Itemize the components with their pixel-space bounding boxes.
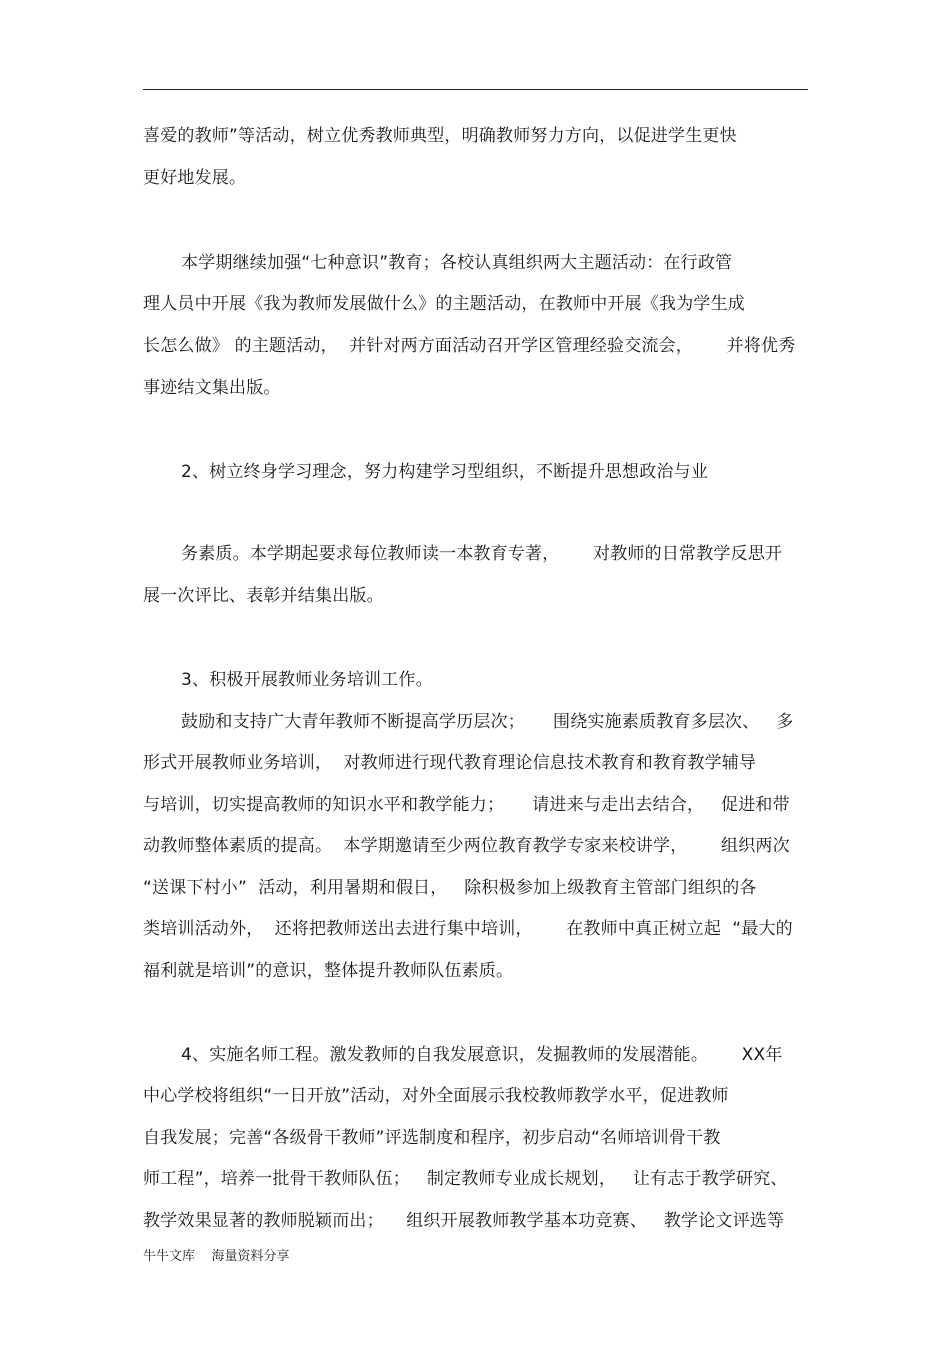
text-line: 教学效果显著的教师脱颖而出； 组织开展教师教学基本功竞赛、 教学论文评选等 — [143, 1211, 785, 1231]
text-line: 更好地发展。 — [143, 168, 247, 188]
text-line: 动教师整体素质的提高。 本学期邀请至少两位教育教学专家来校讲学， 组织两次 — [143, 836, 790, 856]
text-line: 类培训活动外， 还将把教师送出去进行集中培训， 在教师中真正树立起 “最大的 — [143, 919, 793, 939]
text-line: 福利就是培训”的意识，整体提升教师队伍素质。 — [143, 961, 514, 981]
text-line: 师工程”，培养一批骨干教师队伍； 制定教师专业成长规划， 让有志于教学研究、 — [143, 1169, 788, 1189]
text-line: 理人员中开展《我为教师发展做什么》的主题活动，在教师中开展《我为学生成 — [143, 294, 745, 314]
text-line: 事迹结文集出版。 — [143, 378, 281, 398]
text-line: 展一次评比、表彰并结集出版。 — [143, 586, 384, 606]
text-line: 长怎么做》 的主题活动， 并针对两方面活动召开学区管理经验交流会， 并将优秀 — [143, 336, 796, 356]
text-line: 形式开展教师业务培训， 对教师进行现代教育理论信息技术教育和教育教学辅导 — [143, 753, 757, 773]
text-line: 自我发展；完善“各级骨干教师”评选制度和程序，初步启动“名师培训骨干教 — [143, 1128, 721, 1148]
header-rule — [143, 89, 808, 90]
text-line: 本学期继续加强“七种意识”教育；各校认真组织两大主题活动：在行政管 — [181, 253, 733, 273]
text-line: 与培训，切实提高教师的知识水平和教学能力； 请进来与走出去结合， 促进和带 — [143, 795, 790, 815]
page-footer: 牛牛文库 海量资料分享 — [143, 1249, 290, 1264]
text-line: 喜爱的教师”等活动，树立优秀教师典型，明确教师努力方向，以促进学生更快 — [143, 126, 737, 146]
section-heading: 2、树立终身学习理念，努力构建学习型组织，不断提升思想政治与业 — [181, 462, 709, 482]
section-heading: 4、实施名师工程。激发教师的自我发展意识，发掘教师的发展潜能。 XX年 — [181, 1045, 783, 1065]
text-line: 鼓励和支持广大青年教师不断提高学历层次； 围绕实施素质教育多层次、 多 — [181, 712, 794, 732]
text-line: 务素质。本学期起要求每位教师读一本教育专著， 对教师的日常教学反思开 — [181, 544, 783, 564]
text-line: 中心学校将组织“一日开放”活动，对外全面展示我校教师教学水平，促进教师 — [143, 1086, 729, 1106]
text-line: “送课下村小” 活动，利用暑期和假日， 除积极参加上级教育主管部门组织的各 — [143, 878, 757, 898]
section-heading: 3、积极开展教师业务培训工作。 — [181, 670, 433, 690]
